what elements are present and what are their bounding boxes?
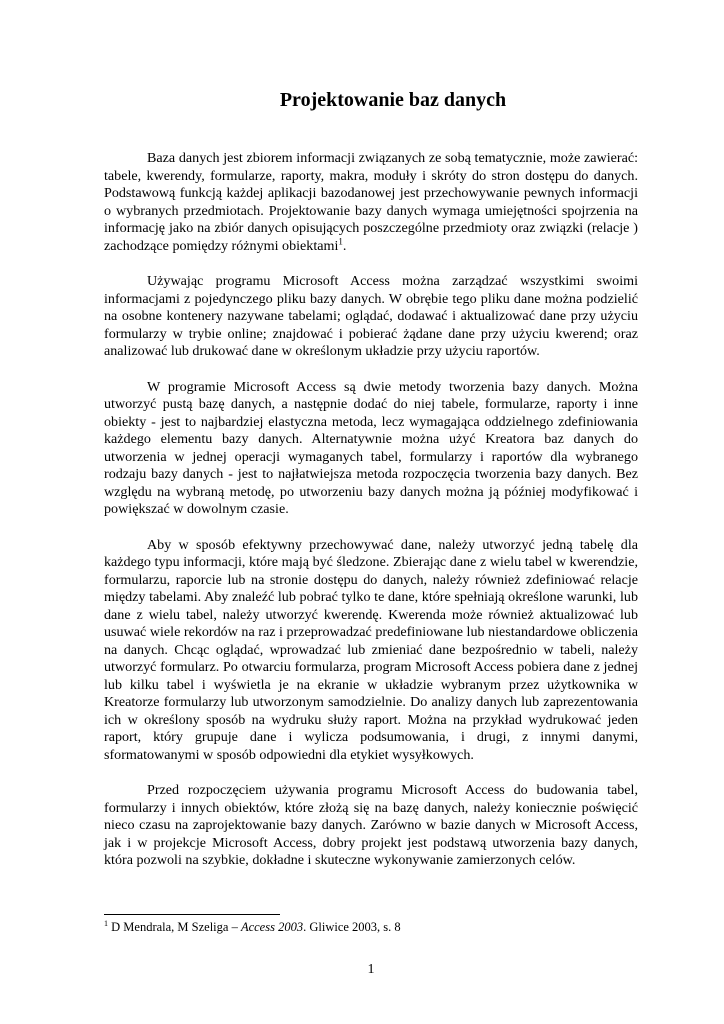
paragraph-1-end: . xyxy=(342,237,347,254)
footnote-authors: D Mendrala, M Szeliga – xyxy=(111,920,241,934)
document-title: Projektowanie baz danych xyxy=(279,89,507,111)
footnote-reference: 1 xyxy=(338,235,343,246)
document-body xyxy=(104,150,638,888)
paragraph-5: Przed rozpoczęciem używania programu Microsoft Access do budowania tabel, formularzy i innych obiektów, które złożą się na bazę danych, należy koniecznie poświęcić nieco czasu na zaprojektowanie bazy danych. Zarówno w bazie danych w Microsoft Access, jak i w projekcje Microsoft Access, dobry projekt jest podstawą utworzenia bazy danych, która pozwoli na szybkie, dokładne i skuteczne wykonywanie zamierzonych celów. xyxy=(104,782,638,868)
footnote-rest: . Gliwice 2003, s. 8 xyxy=(303,920,401,934)
footnote-book-title: Access 2003 xyxy=(240,920,304,934)
page-number: 1 xyxy=(367,962,375,977)
paragraph-4: Aby w sposób efektywny przechowywać dane, należy utworzyć jedną tabelę dla każdego typu informacji, które mają być śledzone. Zbierając dane z wielu tabel w kwerendzie, formularzu, raporcie lub na stronie dostępu do danych, należy również zdefiniować relacje między tabelami. Aby znaleźć lub pobrać tylko te dane, które spełniają określone warunki, lub dane z wielu tabel, należy utworzyć kwerendę. Kwerenda może również aktualizować lub usuwać wiele rekordów na raz i przeprowadzać predefiniowane lub niestandardowe obliczenia na danych. Chcąc oglądać, wprowadzać lub zmieniać dane bezpośrednio w tabeli, należy utworzyć formularz. Po otwarciu formularza, program Microsoft Access pobiera dane z jednej lub kilku tabel i wyświetla je na ekranie w układzie wybranym przez użytkownika w Kreatorze formularzy lub utworzonym samodzielnie. Do analizy danych lub zaprezentowania ich w określony sposób na wydruku służy raport. Można na przykład wydrukować jeden raport, który grupuje dane i wylicza podsumowania, i drugi, z innymi danymi, sformatowanymi w sposób odpowiedni dla etykiet wysyłkowych. xyxy=(104,536,638,763)
paragraph-2: Używając programu Microsoft Access można zarządzać wszystkimi swoimi informacjami z pojedynczego pliku bazy danych. W obrębie tego pliku dane można podzielić na osobne kontenery nazywane tabelami; oglądać, dodawać i aktualizować dane przy użyciu formularzy w trybie online; znajdować i pobierać żądane dane przy użyciu kwerend; oraz analizować lub drukować dane w określonym układzie przy użyciu raportów. xyxy=(104,273,638,359)
paragraph-1 xyxy=(104,150,638,255)
footnote-divider xyxy=(104,914,280,915)
paragraph-3: W programie Microsoft Access są dwie metody tworzenia bazy danych. Można utworzyć pustą bazę danych, a następnie dodać do niej tabele, formularze, raporty i inne obiekty - jest to najbardziej elastyczna metoda, lecz wymagająca oddzielnego zdefiniowania każdego elementu bazy danych. Alternatywnie można użyć Kreatora baz danych do utworzenia w jednej operacji wymaganych tabel, formularzy i raportów dla wybranego rodzaju bazy danych - jest to najłatwiejsza metoda rozpoczęcia tworzenia bazy danych. Bez względu na wybraną metodę, po utworzeniu bazy danych można ją później modyfikować i powiększać w dowolnym czasie. xyxy=(104,378,638,517)
paragraph-1-text: Baza danych jest zbiorem informacji związanych ze sobą tematycznie, może zawierać: tabele, kwerendy, formularze, raporty, makra, moduły i skróty do stron dostępu do danych. Podstawową funkcją każdej aplikacji bazodanowej jest przechowywanie pewnych informacji o wybranych przedmiotach. Projektowanie bazy danych wymaga umiejętności spojrzenia na informację jako na zbiór danych opisujących poszczególne przedmioty oraz związki (relacje ) zachodzące pomiędzy różnymi obiektami xyxy=(104,150,638,254)
footnote xyxy=(104,920,638,935)
footnote-marker: 1 xyxy=(104,918,108,928)
